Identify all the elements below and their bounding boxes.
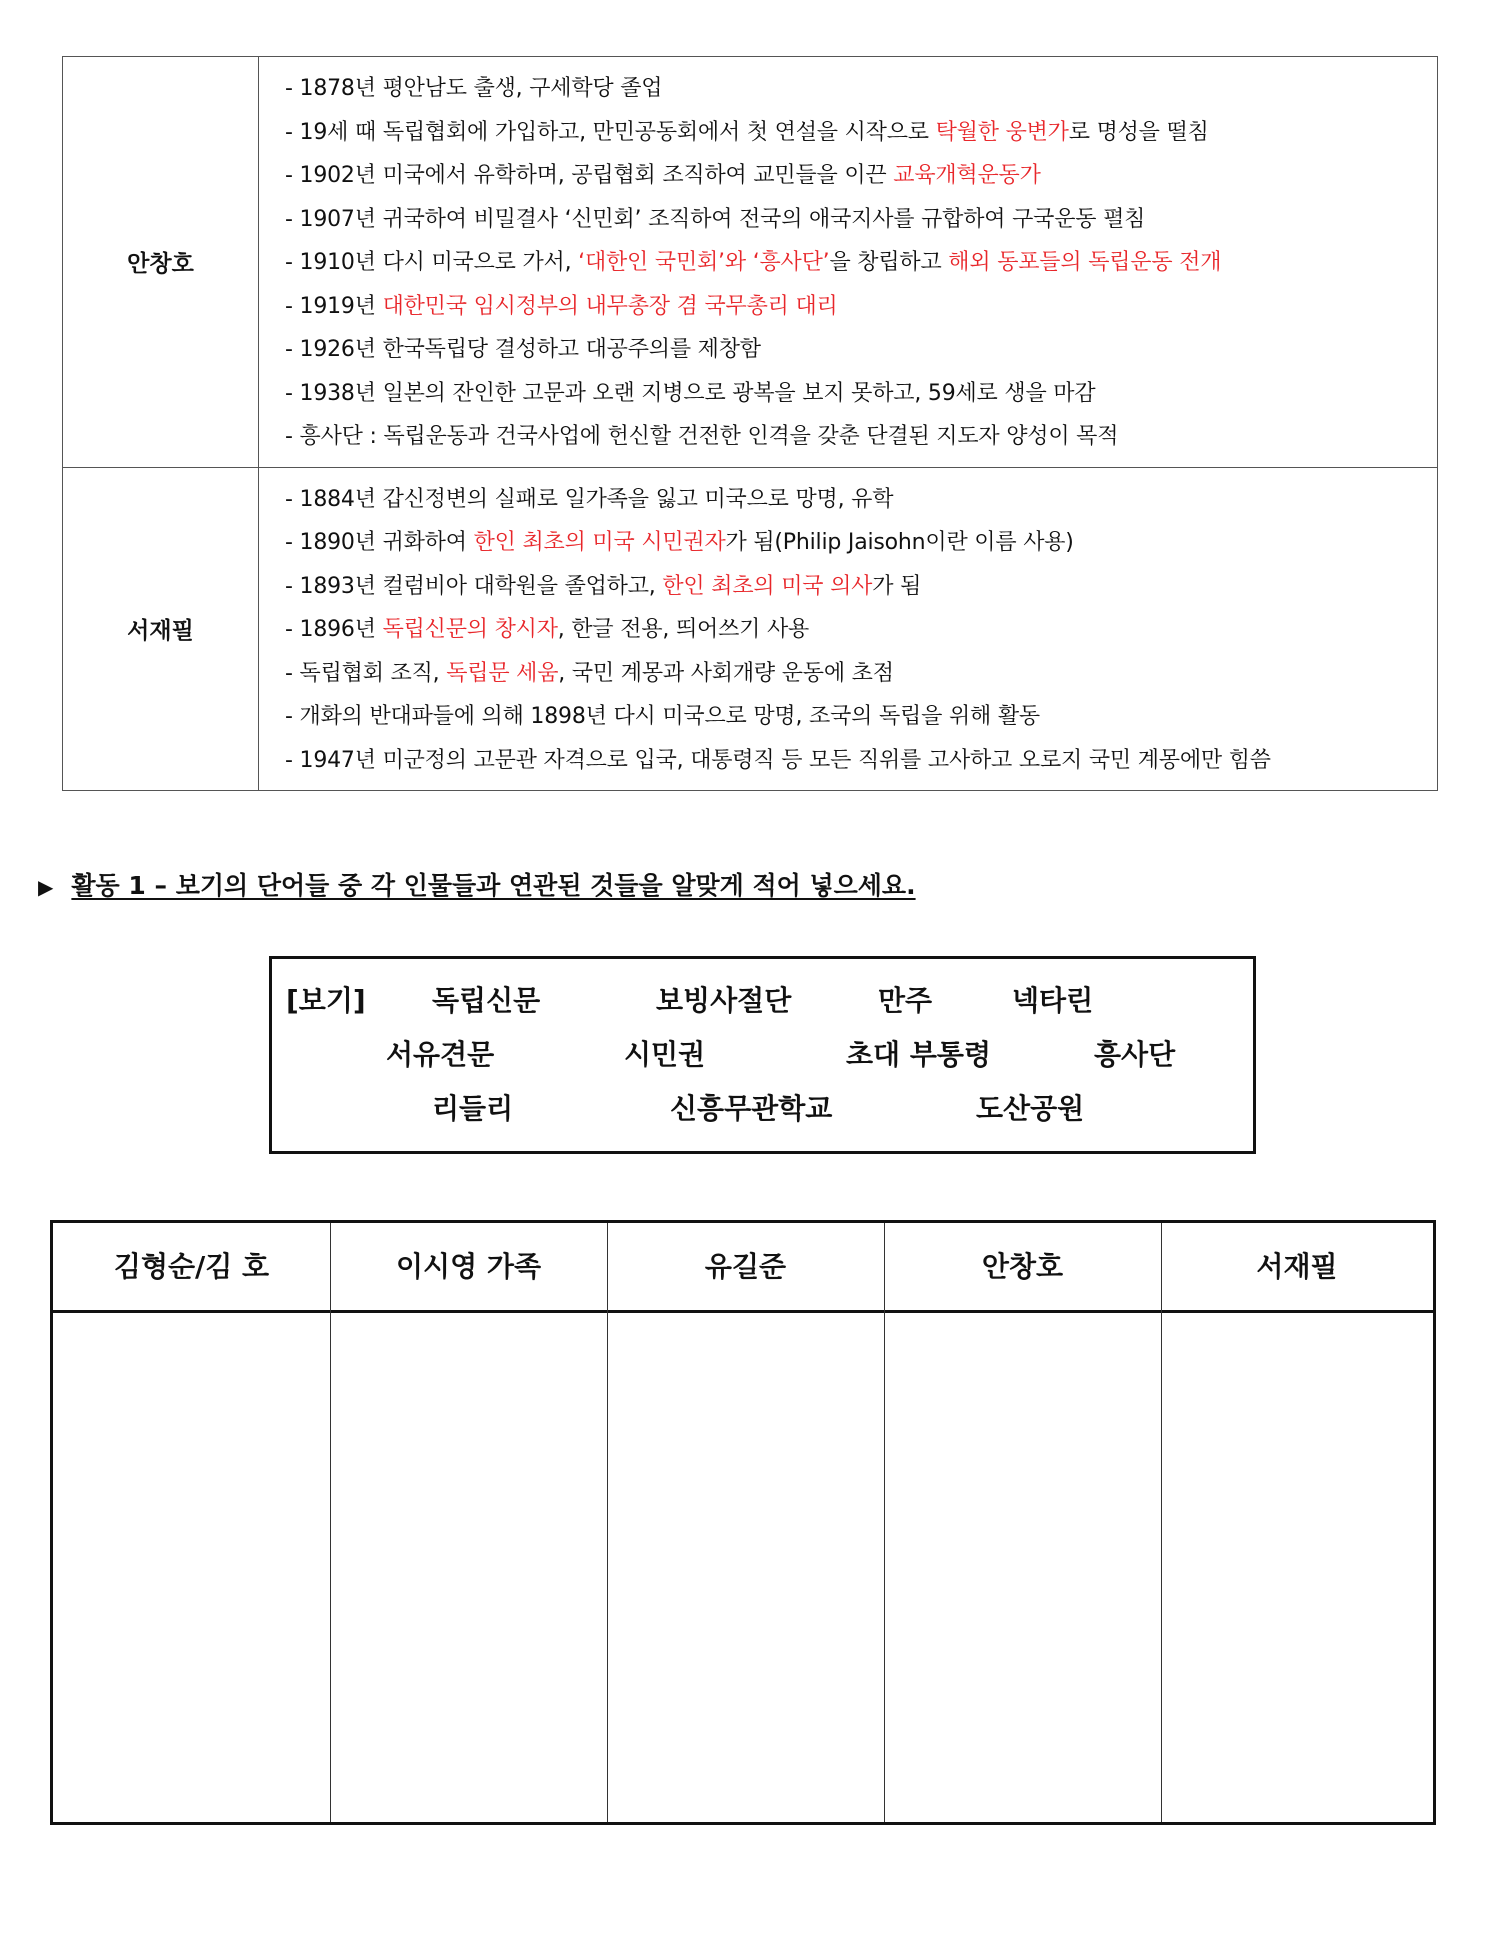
info-table bbox=[62, 56, 1438, 791]
bullet-line bbox=[285, 521, 1437, 565]
answer-cell-lee[interactable] bbox=[331, 1313, 607, 1822]
answer-table bbox=[50, 1220, 1436, 1825]
bullet-line bbox=[285, 565, 1437, 609]
highlighted-text: 해외 동포들의 독립운동 전개 bbox=[948, 250, 1222, 275]
text-segment: - 1938년 일본의 잔인한 고문과 오랜 지병으로 광복을 보지 못하고, 59세로 생을 마감 bbox=[285, 380, 1096, 406]
word-item: 리들리 bbox=[432, 1092, 514, 1125]
word-item: 흥사단 bbox=[1094, 1038, 1176, 1071]
bullet-line bbox=[285, 372, 1437, 416]
word-item: 초대 부통령 bbox=[846, 1038, 991, 1071]
bullet-line bbox=[285, 285, 1437, 329]
highlighted-text: 탁월한 웅변가 bbox=[935, 119, 1069, 145]
word-item: 독립신문 bbox=[432, 984, 541, 1017]
info-row-ahn bbox=[63, 57, 1438, 468]
activity-heading-text: 활동 1 – 보기의 단어들 중 각 인물들과 연관된 것들을 알맞게 적어 넣으세요. bbox=[71, 871, 916, 900]
text-segment: - 1907년 귀국하여 비밀결사 ‘신민회’ 조직하여 전국의 애국지사를 규합하여 구국운동 펼침 bbox=[285, 206, 1146, 232]
text-segment: , 국민 계몽과 사회개량 운동에 초점 bbox=[558, 660, 894, 686]
highlighted-text: 한인 최초의 미국 시민권자 bbox=[473, 530, 726, 555]
bullet-line bbox=[285, 739, 1437, 783]
answer-cell-kim[interactable] bbox=[53, 1313, 330, 1822]
word-item: 넥타린 bbox=[1012, 984, 1094, 1017]
bullet-line bbox=[285, 198, 1437, 242]
text-segment: - 독립협회 조직, bbox=[285, 660, 447, 686]
text-segment: 가 됨(Philip Jaisohn이란 이름 사용) bbox=[725, 530, 1074, 555]
answer-cell-yu[interactable] bbox=[608, 1313, 884, 1822]
word-box-label: [보기] bbox=[286, 984, 366, 1017]
bullet-line bbox=[285, 241, 1437, 285]
bullets-cell bbox=[259, 467, 1438, 791]
highlighted-text: 교육개혁운동가 bbox=[893, 163, 1041, 188]
bullet-line bbox=[285, 652, 1437, 696]
column-header: 안창호 bbox=[981, 1250, 1064, 1283]
info-row-seo bbox=[63, 467, 1438, 791]
bullet-line bbox=[285, 478, 1437, 522]
bullet-line bbox=[285, 328, 1437, 372]
highlighted-text: 한인 최초의 미국 의사 bbox=[662, 573, 873, 599]
column-header: 서재필 bbox=[1256, 1250, 1338, 1283]
highlighted-text: ‘대한인 국민회’와 ‘흥사단’ bbox=[578, 250, 830, 275]
text-segment: 가 됨 bbox=[872, 573, 922, 599]
column-header: 김형순/김 호 bbox=[113, 1250, 270, 1283]
bullet-line bbox=[285, 154, 1437, 198]
text-segment: - 개화의 반대파들에 의해 1898년 다시 미국으로 망명, 조국의 독립을 위해 활동 bbox=[285, 704, 1040, 729]
text-segment: 을 창립하고 bbox=[829, 250, 949, 275]
highlighted-text: 대한민국 임시정부의 내무총장 겸 국무총리 대리 bbox=[382, 293, 838, 319]
text-segment: - 1902년 미국에서 유학하며, 공립협회 조직하여 교민들을 이끈 bbox=[285, 163, 894, 188]
bullets-cell bbox=[259, 57, 1438, 468]
text-segment: - 1878년 평안남도 출생, 구세학당 졸업 bbox=[285, 76, 663, 101]
word-item: 만주 bbox=[878, 984, 933, 1017]
text-segment: , 한글 전용, 띄어쓰기 사용 bbox=[557, 617, 810, 642]
column-header: 유길준 bbox=[704, 1250, 787, 1283]
word-box bbox=[269, 956, 1256, 1154]
word-item: 서유견문 bbox=[386, 1038, 495, 1071]
text-segment: - 1947년 미군정의 고문관 자격으로 입국, 대통령직 등 모든 직위를 고사하고 오로지 국민 계몽에만 힘씀 bbox=[285, 747, 1271, 773]
text-segment: - 1884년 갑신정변의 실패로 일가족을 잃고 미국으로 망명, 유학 bbox=[285, 486, 894, 512]
bullet-line bbox=[285, 111, 1437, 155]
text-segment: - 1910년 다시 미국으로 가서, bbox=[285, 250, 579, 275]
answer-cell-ahn[interactable] bbox=[885, 1313, 1161, 1822]
word-item: 보빙사절단 bbox=[656, 984, 792, 1017]
person-name-cell: 서재필 bbox=[63, 467, 259, 791]
bullet-line bbox=[285, 67, 1437, 111]
text-segment: - 1896년 bbox=[285, 617, 383, 642]
column-header: 이시영 가족 bbox=[396, 1250, 541, 1283]
text-segment: - 흥사단 : 독립운동과 건국사업에 헌신할 건전한 인격을 갖춘 단결된 지도자 양성이 목적 bbox=[285, 424, 1119, 449]
word-item: 시민권 bbox=[624, 1038, 706, 1071]
bullet-line bbox=[285, 415, 1437, 459]
highlighted-text: 독립신문의 창시자 bbox=[382, 617, 558, 642]
word-item: 신흥무관학교 bbox=[670, 1092, 833, 1125]
highlighted-text: 독립문 세움 bbox=[446, 660, 559, 686]
bullet-line bbox=[285, 608, 1437, 652]
text-segment: - 19세 때 독립협회에 가입하고, 만민공동회에서 첫 연설을 시작으로 bbox=[285, 119, 936, 145]
triangle-arrow-icon: ▶ bbox=[38, 875, 54, 899]
text-segment: - 1919년 bbox=[285, 293, 383, 319]
person-name-cell: 안창호 bbox=[63, 57, 259, 468]
bullet-line bbox=[285, 695, 1437, 739]
answer-cell-seo[interactable] bbox=[1162, 1313, 1433, 1822]
text-segment: - 1926년 한국독립당 결성하고 대공주의를 제창함 bbox=[285, 337, 761, 362]
text-segment: - 1893년 컬럼비아 대학원을 졸업하고, bbox=[285, 573, 663, 599]
word-item: 도산공원 bbox=[976, 1092, 1085, 1125]
activity-heading bbox=[38, 866, 916, 902]
text-segment: - 1890년 귀화하여 bbox=[285, 530, 474, 555]
text-segment: 로 명성을 떨침 bbox=[1068, 119, 1209, 145]
